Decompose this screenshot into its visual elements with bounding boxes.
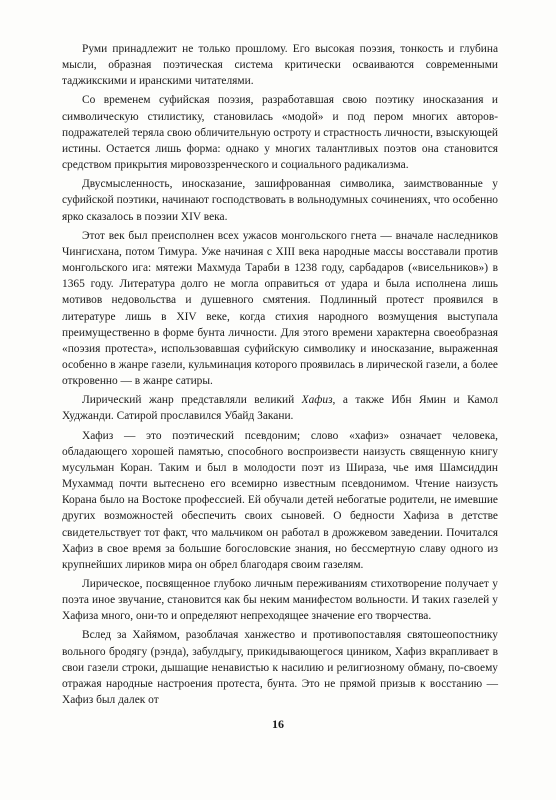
paragraph-8: Вслед за Хайямом, разоблачая ханжество и противопоставляя святошеопостнику вольного бродягу (рэнда), забулдыгу, прикидывающегося циником, Хафиз вкрапливает в свои газели строки, дышащие ненавистью к насилию и религиозному обману, по-своему отражая народные настроения протеста, бунта. Это не прямой призыв к восстанию — Хафиз был далек от bbox=[62, 629, 498, 707]
paragraph-6: Хафиз — это поэтический псевдоним; слово «хафиз» означает человека, обладающего хорошей памятью, способного воспроизвести наизусть священную книгу мусульман Коран. Таким и был в молодости поэт из Шираза, чье имя Шамсиддин Мухаммад почти вытеснено его всемирно известным псевдонимом. Чтение наизусть Корана было на Востоке профессией. Ей обучали детей небогатые родители, не имевшие других возможностей обеспечить своих сыновей. О бедности Хафиза в детстве свидетельствует тот факт, что мальчиком он работал в дрожжевом заведении. Почитался Хафиз в свое время за большие богословские знания, но бессмертную славу одного из крупнейших лириков мира он обрел благодаря своим газелям. bbox=[62, 429, 498, 571]
body-text bbox=[62, 41, 498, 711]
page-number: 16 bbox=[272, 717, 284, 731]
paragraph-7: Лирическое, посвященное глубоко личным переживаниям стихотворение получает у поэта иное звучание, становится как бы неким манифестом вольности. И таких газелей у Хафиза много, они-то и определяют непреходящее значение его творчества. bbox=[62, 578, 498, 623]
paragraph-3: Двусмысленность, иносказание, зашифрованная символика, заимствованные у суфийской поэтики, начинают господствовать в вольнодумных сочинениях, что особенно ярко сказалось в поэзии XIV века. bbox=[62, 178, 498, 223]
paragraph-2: Со временем суфийская поэзия, разработавшая свою поэтику иносказания и символическую стилистику, становилась «модой» и под пером многих авторов-подражателей теряла свою обличительную остроту и страстность личности, взыскующей истины. Остается лишь форма: однако у многих талантливых поэтов она становится средством прикрытия мировоззренческого и социального радикализма. bbox=[62, 94, 498, 172]
paragraph-5: Лирический жанр представляли великий Хафиз, а также Ибн Ямин и Камол Худжанди. Сатирой прославился Убайд Закани. bbox=[62, 394, 499, 423]
paragraph-4: Этот век был преисполнен всех ужасов монгольского гнета — вначале наследников Чингисхана, потом Тимура. Уже начиная с XIII века народные массы восставали против монгольского ига: мятежи Махмуда Тараби в 1238 году, сарбадаров («висельников») в 1365 году. Литература долго не могла оправиться от удара и была исполнена лишь мотивов недовольства и душевного смятения. Подлинный протест проявился в литературе лишь в XIV веке, когда стихия народного возмущения выступала преимущественно в форме бунта личности. Для этого времени характерна своеобразная «поэзия протеста», использовавшая суфийскую символику и иносказание, выраженная особенно в жанре газели, кульминация которого проявилась в лирической газели, а более откровенно — в жанре сатиры. bbox=[62, 229, 498, 388]
paragraph-1: Руми принадлежит не только прошлому. Его высокая поэзия, тонкость и глубина мысли, образная поэтическая система критически осваиваются современными таджикскими и иранскими читателями. bbox=[62, 43, 498, 88]
emphasized-name: Хафиз bbox=[301, 394, 333, 407]
